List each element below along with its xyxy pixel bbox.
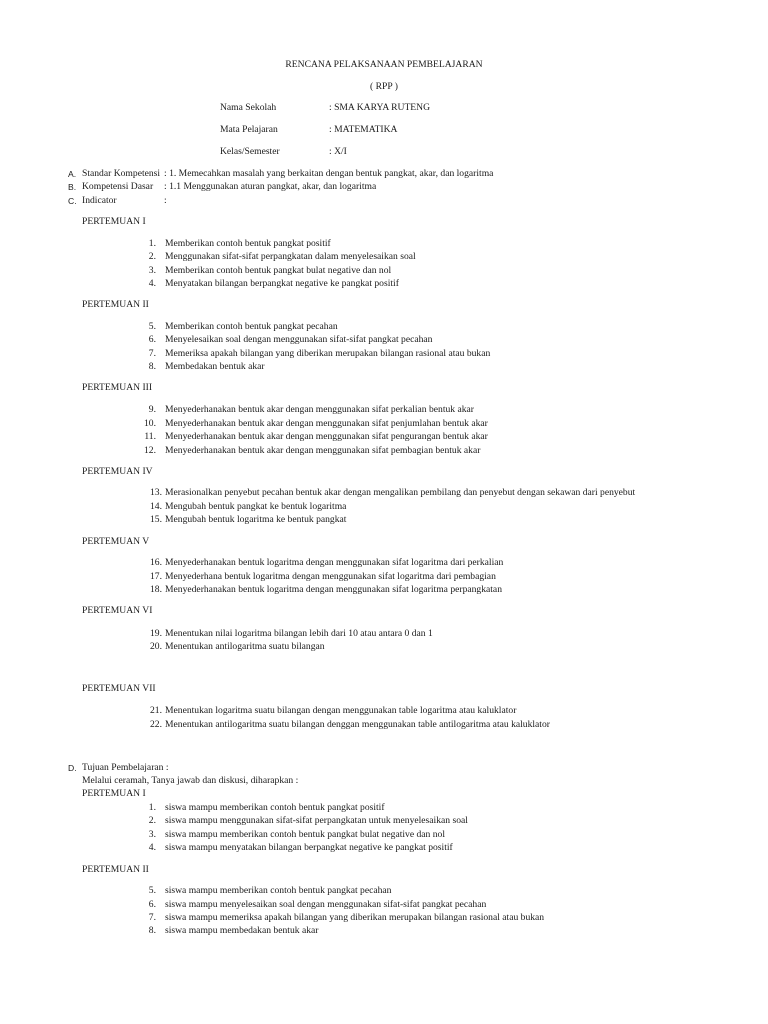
identity-label-subject: Mata Pelajaran — [220, 124, 278, 135]
list-item-text: Menyederhana bentuk logaritma dengan menggunakan sifat logaritma dari pembagian — [165, 571, 496, 582]
section-value-standar-kompetensi: : 1. Memecahkan masalah yang berkaitan dengan bentuk pangkat, akar, dan logaritma — [164, 168, 494, 179]
list-item-number: 11. — [144, 431, 156, 442]
identity-value-school: : SMA KARYA RUTENG — [329, 102, 431, 113]
meeting-heading: PERTEMUAN VI — [82, 605, 153, 616]
identity-label-school: Nama Sekolah — [220, 102, 277, 113]
list-item-number: 19. — [150, 628, 162, 639]
list-item-text: Memberikan contoh bentuk pangkat pecahan — [165, 321, 338, 332]
list-item-number: 8. — [148, 361, 156, 372]
section-value-indicator: : — [164, 195, 167, 206]
list-item-text: siswa mampu memberikan contoh bentuk pangkat positif — [165, 802, 385, 813]
list-item-number: 15. — [150, 514, 162, 525]
list-item-text: siswa mampu menyelesaikan soal dengan menggunakan sifat-sifat pangkat pecahan — [165, 899, 487, 910]
meeting-heading: PERTEMUAN II — [82, 864, 149, 875]
list-item-text: Menyederhanakan bentuk akar dengan menggunakan sifat penjumlahan bentuk akar — [165, 418, 488, 429]
list-item-number: 4. — [148, 842, 156, 853]
section-letter-a: A. — [68, 169, 77, 179]
list-item-text: Menyederhanakan bentuk akar dengan menggunakan sifat perkalian bentuk akar — [165, 404, 475, 415]
list-item-text: siswa mampu menyatakan bilangan berpangkat negative ke pangkat positif — [165, 842, 453, 853]
list-item-number: 16. — [150, 557, 162, 568]
list-item-number: 1. — [148, 802, 156, 813]
list-item-text: siswa mampu memeriksa apakah bilangan yang diberikan merupakan bilangan rasional atau bukan — [165, 912, 545, 923]
list-item-text: Merasionalkan penyebut pecahan bentuk akar dengan mengalikan pembilang dan penyebut dengan sekawan dari penyebut — [165, 487, 636, 498]
list-item-number: 4. — [148, 278, 156, 289]
list-item-text: siswa mampu menggunakan sifat-sifat perpangkatan untuk menyelesaikan soal — [165, 815, 468, 826]
list-item-number: 3. — [148, 265, 156, 276]
meeting-heading: PERTEMUAN III — [82, 382, 153, 393]
identity-value-class: : X/I — [329, 146, 347, 157]
list-item-number: 9. — [148, 404, 156, 415]
list-item-number: 2. — [148, 815, 156, 826]
list-item-number: 7. — [148, 912, 156, 923]
list-item-number: 20. — [150, 641, 162, 652]
list-item-text: Memeriksa apakah bilangan yang diberikan merupakan bilangan rasional atau bukan — [165, 348, 491, 359]
section-value-kompetensi-dasar: : 1.1 Menggunakan aturan pangkat, akar, dan logaritma — [164, 181, 377, 192]
list-item-number: 10. — [144, 418, 156, 429]
section-label-indicator: Indicator — [82, 195, 117, 206]
list-item-text: Menyederhanakan bentuk logaritma dengan menggunakan sifat logaritma dari perkalian — [165, 557, 504, 568]
section-label-standar-kompetensi: Standar Kompetensi — [82, 168, 161, 179]
meeting-heading: PERTEMUAN II — [82, 299, 149, 310]
list-item-text: Memberikan contoh bentuk pangkat positif — [165, 238, 331, 249]
identity-value-subject: : MATEMATIKA — [329, 124, 398, 135]
list-item-number: 7. — [148, 348, 156, 359]
list-item-number: 8. — [148, 925, 156, 936]
meeting-heading: PERTEMUAN VII — [82, 683, 156, 694]
list-item-text: Memberikan contoh bentuk pangkat bulat negative dan nol — [165, 265, 392, 276]
list-item-text: Menentukan logaritma suatu bilangan dengan menggunakan table logaritma atau kaluklator — [165, 705, 517, 716]
section-label-kompetensi-dasar: Kompetensi Dasar — [82, 181, 154, 192]
section-letter-d: D. — [68, 763, 77, 773]
list-item-text: Menyatakan bilangan berpangkat negative ke pangkat positif — [165, 278, 399, 289]
section-letter-b: B. — [68, 182, 77, 192]
list-item-number: 13. — [150, 487, 162, 498]
list-item-text: Menggunakan sifat-sifat perpangkatan dalam menyelesaikan soal — [165, 251, 416, 262]
list-item-text: Menyederhanakan bentuk logaritma dengan menggunakan sifat logaritma perpangkatan — [165, 584, 502, 595]
meeting-heading: PERTEMUAN V — [82, 536, 150, 547]
list-item-number: 6. — [148, 334, 156, 345]
section-letter-c: C. — [68, 196, 77, 206]
list-item-text: Membedakan bentuk akar — [165, 361, 265, 372]
meeting-heading: PERTEMUAN I — [82, 788, 146, 799]
section-intro-tujuan-pembelajaran: Melalui ceramah, Tanya jawab dan diskusi, diharapkan : — [82, 775, 299, 786]
list-item-text: siswa mampu memberikan contoh bentuk pangkat pecahan — [165, 885, 392, 896]
meeting-heading: PERTEMUAN I — [82, 216, 146, 227]
meeting-heading: PERTEMUAN IV — [82, 466, 153, 477]
list-item-number: 5. — [148, 321, 156, 332]
identity-label-class: Kelas/Semester — [220, 146, 280, 157]
list-item-number: 6. — [148, 899, 156, 910]
list-item-number: 17. — [150, 571, 162, 582]
list-item-number: 12. — [144, 445, 156, 456]
list-item-text: Mengubah bentuk logaritma ke bentuk pangkat — [165, 514, 347, 525]
list-item-number: 2. — [148, 251, 156, 262]
document-subtitle: ( RPP ) — [370, 81, 398, 92]
list-item-number: 22. — [150, 719, 162, 730]
list-item-number: 18. — [150, 584, 162, 595]
section-label-tujuan-pembelajaran: Tujuan Pembelajaran : — [82, 762, 169, 773]
document-title: RENCANA PELAKSANAAN PEMBELAJARAN — [285, 59, 483, 70]
list-item-text: Menyelesaikan soal dengan menggunakan sifat-sifat pangkat pecahan — [165, 334, 433, 345]
list-item-number: 21. — [150, 705, 162, 716]
list-item-number: 14. — [150, 501, 162, 512]
list-item-number: 3. — [148, 829, 156, 840]
list-item-text: siswa mampu memberikan contoh bentuk pangkat bulat negative dan nol — [165, 829, 446, 840]
list-item-text: Menentukan nilai logaritma bilangan lebih dari 10 atau antara 0 dan 1 — [165, 628, 433, 639]
list-item-text: siswa mampu membedakan bentuk akar — [165, 925, 319, 936]
list-item-text: Menyederhanakan bentuk akar dengan menggunakan sifat pengurangan bentuk akar — [165, 431, 488, 442]
list-item-text: Mengubah bentuk pangkat ke bentuk logaritma — [165, 501, 347, 512]
list-item-number: 1. — [148, 238, 156, 249]
list-item-number: 5. — [148, 885, 156, 896]
list-item-text: Menentukan antilogaritma suatu bilangan — [165, 641, 325, 652]
list-item-text: Menyederhanakan bentuk akar dengan menggunakan sifat pembagian bentuk akar — [165, 445, 481, 456]
list-item-text: Menentukan antilogaritma suatu bilangan denggan menggunakan table antilogaritma atau kaluklator — [165, 719, 550, 730]
